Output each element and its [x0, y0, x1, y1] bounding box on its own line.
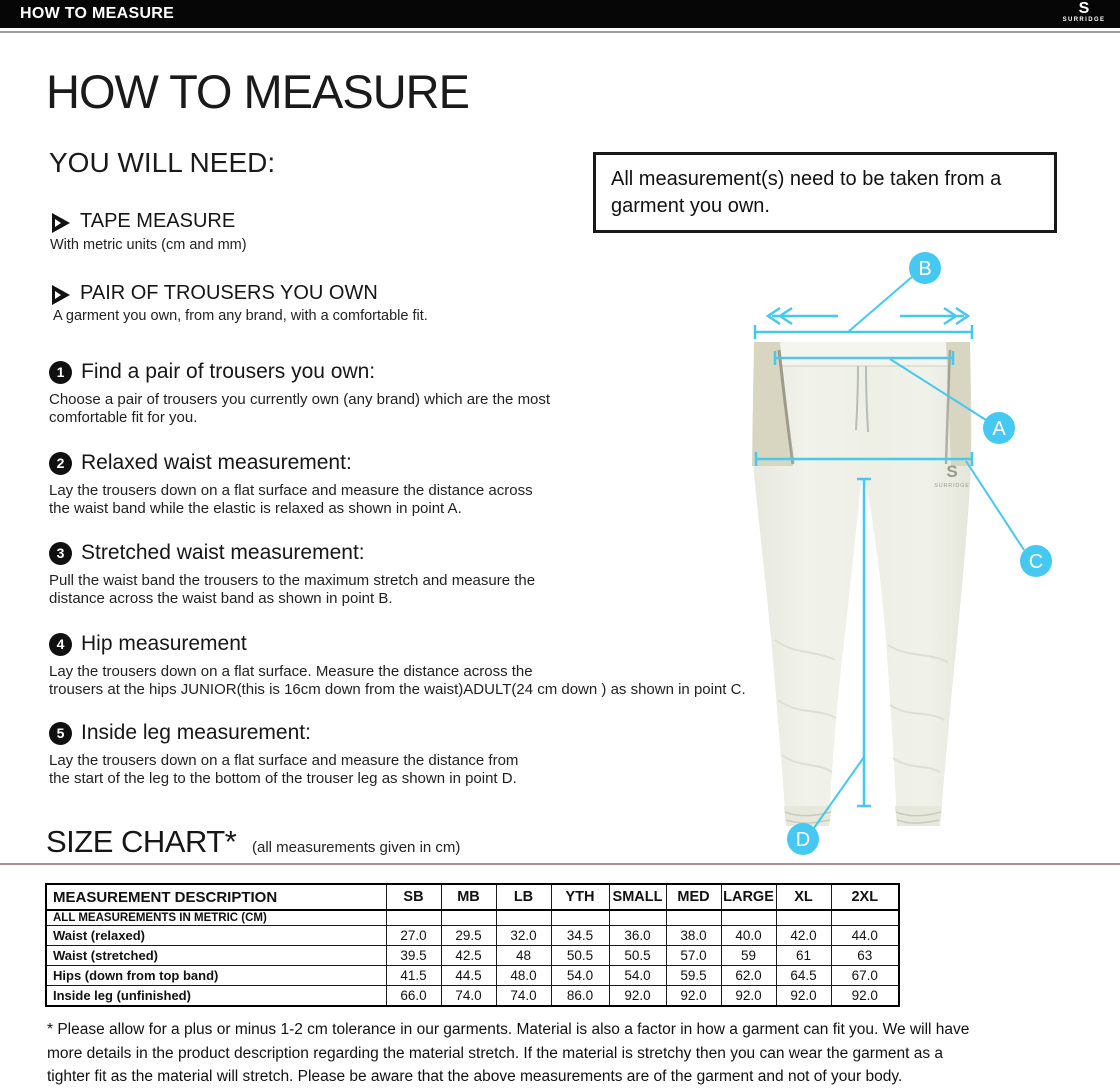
step-number-badge: 2	[49, 452, 72, 475]
surridge-s-icon: S	[1078, 0, 1090, 17]
need-item-label: TAPE MEASURE	[80, 210, 236, 232]
size-chart-header-row	[46, 884, 899, 910]
header-divider	[0, 31, 1120, 33]
size-chart-row	[46, 926, 899, 946]
svg-text:SURRIDGE: SURRIDGE	[934, 483, 970, 489]
svg-text:S: S	[946, 462, 958, 481]
size-chart-cell	[666, 910, 721, 926]
size-chart-cell: 66.0	[386, 986, 441, 1007]
size-chart-cell	[776, 910, 831, 926]
size-chart-cell: 34.5	[551, 926, 609, 946]
step-number-badge: 4	[49, 633, 72, 656]
size-chart-cell: 41.5	[386, 966, 441, 986]
size-chart-cell: 29.5	[441, 926, 496, 946]
size-chart-heading: SIZE CHART*	[46, 824, 237, 859]
size-chart-cell: 67.0	[831, 966, 899, 986]
step-number-badge: 1	[49, 361, 72, 384]
size-chart-cell: 48.0	[496, 966, 551, 986]
size-chart-cell: 36.0	[609, 926, 666, 946]
step-body: Lay the trousers down on a flat surface. Measure the distance across the trousers at the hips JUNIOR(this is 16cm down from the waist)ADULT(24 cm down ) as shown in point C.	[49, 663, 746, 698]
step-number-badge: 5	[49, 722, 72, 745]
size-chart-cell: 92.0	[666, 986, 721, 1007]
size-chart-column-header: LB	[496, 884, 551, 910]
size-chart-cell	[496, 910, 551, 926]
need-item-sub: With metric units (cm and mm)	[50, 237, 247, 253]
step-body: Pull the waist band the trousers to the maximum stretch and measure the distance across the waist band as shown in point B.	[49, 572, 536, 607]
leader-line-b	[848, 276, 913, 332]
size-chart-cell: 92.0	[776, 986, 831, 1007]
header-title: HOW TO MEASURE	[20, 5, 175, 22]
size-chart-table	[45, 883, 900, 1007]
step-body: Choose a pair of trousers you currently own (any brand) which are the most comfortable fit for you.	[49, 391, 551, 426]
size-chart-cell: 42.5	[441, 946, 496, 966]
size-chart-column-header: YTH	[551, 884, 609, 910]
size-chart-cell: 54.0	[609, 966, 666, 986]
step-title: Hip measurement	[81, 632, 247, 655]
tolerance-disclaimer: * Please allow for a plus or minus 1-2 cm tolerance in our garments. Material is also a factor in how a garment can fit you. We will have more details in the product description regarding the material stretch. If the material is stretchy then you can wear the garment as a tighter fit as the material will stretch. Please be aware that the above measurements are of the garment and not of your body.	[47, 1021, 970, 1085]
size-chart-row	[46, 966, 899, 986]
surridge-wordmark: SURRIDGE	[1062, 17, 1106, 23]
size-chart-cell: 64.5	[776, 966, 831, 986]
size-chart-column-header: LARGE	[721, 884, 776, 910]
size-chart-row-label: Waist (stretched)	[46, 946, 386, 966]
size-chart-cell: 42.0	[776, 926, 831, 946]
size-chart-cell: 44.0	[831, 926, 899, 946]
size-chart-cell: 32.0	[496, 926, 551, 946]
size-chart-row-label: Hips (down from top band)	[46, 966, 386, 986]
step-title: Inside leg measurement:	[81, 721, 311, 744]
size-chart-row	[46, 946, 899, 966]
step-number-badge: 3	[49, 542, 72, 565]
size-chart-column-header: XL	[776, 884, 831, 910]
size-chart-column-header: SB	[386, 884, 441, 910]
size-chart-cell: 92.0	[831, 986, 899, 1007]
step-3	[49, 541, 769, 608]
size-chart-cell: 62.0	[721, 966, 776, 986]
size-chart-cell	[441, 910, 496, 926]
size-chart-cell	[386, 910, 441, 926]
size-chart-cell: 57.0	[666, 946, 721, 966]
step-title: Find a pair of trousers you own:	[81, 360, 376, 383]
need-item-sub: A garment you own, from any brand, with a comfortable fit.	[53, 308, 428, 324]
size-chart-cell: 50.5	[551, 946, 609, 966]
step-1	[49, 360, 769, 427]
size-chart-cell: 54.0	[551, 966, 609, 986]
size-chart-cell: 48	[496, 946, 551, 966]
point-a-label: A	[992, 418, 1006, 440]
size-chart-column-header: MB	[441, 884, 496, 910]
size-chart-cell: 63	[831, 946, 899, 966]
size-chart-column-header: MEASUREMENT DESCRIPTION	[46, 884, 386, 910]
point-c-label: C	[1028, 551, 1044, 573]
size-chart-cell: 59	[721, 946, 776, 966]
size-chart-cell: 74.0	[441, 986, 496, 1007]
inside-leg-line	[857, 479, 871, 806]
size-chart-cell: 38.0	[666, 926, 721, 946]
triangle-bullet-icon	[50, 284, 72, 306]
header-bar	[0, 0, 1120, 28]
size-chart-cell: 50.5	[609, 946, 666, 966]
surridge-logo	[1058, 1, 1110, 23]
step-body: Lay the trousers down on a flat surface and measure the distance across the waist band while the elastic is relaxed as shown in point A.	[49, 482, 533, 517]
size-chart-cell	[721, 910, 776, 926]
size-chart-cell: 92.0	[609, 986, 666, 1007]
size-chart-column-header: 2XL	[831, 884, 899, 910]
stretch-waist-line	[755, 325, 972, 339]
size-chart-column-header: SMALL	[609, 884, 666, 910]
step-5	[49, 721, 769, 788]
note-box: All measurement(s) need to be taken from a garment you own.	[593, 152, 1057, 233]
size-chart-row-label: Inside leg (unfinished)	[46, 986, 386, 1007]
step-title: Stretched waist measurement:	[81, 541, 365, 564]
size-chart-metric-row	[46, 910, 899, 926]
step-2	[49, 451, 769, 518]
stretch-arrow-right-icon	[900, 308, 968, 324]
section-divider	[0, 863, 1120, 865]
page-title: HOW TO MEASURE	[46, 65, 469, 118]
need-item-label: PAIR OF TROUSERS YOU OWN	[80, 282, 378, 304]
size-chart-cell	[609, 910, 666, 926]
trousers-image	[752, 342, 971, 826]
step-title: Relaxed waist measurement:	[81, 451, 352, 474]
size-chart-cell: 39.5	[386, 946, 441, 966]
you-will-need-heading: YOU WILL NEED:	[49, 147, 276, 178]
step-body: Lay the trousers down on a flat surface and measure the distance from the start of the leg to the bottom of the trouser leg as shown in point D.	[49, 752, 519, 787]
size-chart-cell: 40.0	[721, 926, 776, 946]
step-4	[49, 632, 769, 699]
size-chart-caption: (all measurements given in cm)	[252, 839, 461, 856]
point-d-label: D	[795, 829, 811, 851]
size-chart-row-label: Waist (relaxed)	[46, 926, 386, 946]
point-b-label: B	[918, 258, 932, 280]
size-chart-metric-label: ALL MEASUREMENTS IN METRIC (CM)	[46, 910, 386, 926]
size-chart-column-header: MED	[666, 884, 721, 910]
size-chart-cell	[831, 910, 899, 926]
size-chart-cell: 86.0	[551, 986, 609, 1007]
trousers-measurement-diagram	[690, 240, 1090, 880]
size-chart-cell	[551, 910, 609, 926]
triangle-bullet-icon	[50, 212, 72, 234]
size-chart-cell: 27.0	[386, 926, 441, 946]
size-chart-cell: 59.5	[666, 966, 721, 986]
leader-line-c	[966, 461, 1024, 550]
stretch-arrow-left-icon	[768, 308, 838, 324]
size-chart-cell: 44.5	[441, 966, 496, 986]
size-chart-cell: 74.0	[496, 986, 551, 1007]
size-chart-cell: 61	[776, 946, 831, 966]
size-chart-cell: 92.0	[721, 986, 776, 1007]
size-chart-row	[46, 986, 899, 1007]
